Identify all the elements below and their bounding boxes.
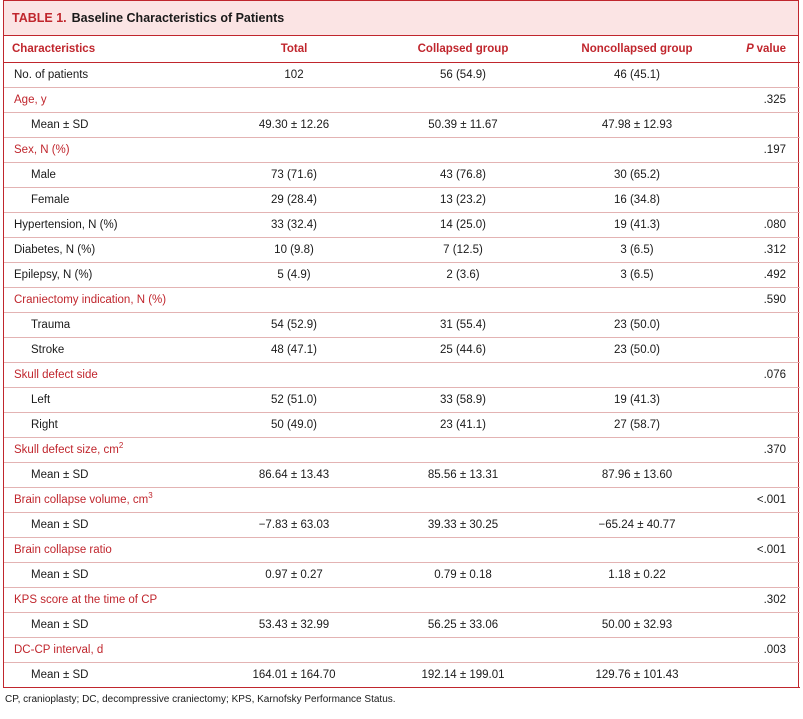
cell-total: 53.43 ± 32.99 — [258, 618, 330, 631]
cell-collapsed: 0.79 ± 0.18 — [434, 568, 492, 581]
row-label — [4, 287, 220, 312]
table-row — [4, 587, 800, 612]
cell-total: 49.30 ± 12.26 — [258, 118, 330, 131]
row-label-text: Epilepsy, N (%) — [14, 268, 93, 281]
table-row — [4, 412, 800, 437]
row-label — [4, 362, 220, 387]
row-label — [4, 187, 220, 212]
table-row — [4, 62, 800, 87]
unit-superscript: 3 — [148, 490, 153, 500]
cell-p-value — [716, 312, 800, 337]
cell-p-value — [716, 337, 800, 362]
cell-collapsed: 31 (55.4) — [439, 318, 487, 331]
cell-p-value: .370 — [763, 443, 786, 456]
row-label — [4, 112, 220, 137]
cell-p-value — [716, 512, 800, 537]
cell-total — [220, 87, 368, 112]
table-row — [4, 262, 800, 287]
cell-p-value — [716, 112, 800, 137]
header-row — [4, 36, 800, 62]
row-label — [4, 237, 220, 262]
cell-p-value: .080 — [763, 218, 786, 231]
cell-collapsed: 56 (54.9) — [439, 68, 487, 81]
cell-noncollapsed: 129.76 ± 101.43 — [595, 668, 679, 681]
table-row — [4, 137, 800, 162]
cell-p-value: .197 — [763, 143, 786, 156]
header-collapsed: Collapsed group — [368, 36, 558, 62]
table-row — [4, 287, 800, 312]
cell-collapsed: 43 (76.8) — [439, 168, 487, 181]
header-p-letter: P — [746, 42, 754, 55]
cell-noncollapsed: 19 (41.3) — [613, 393, 661, 406]
cell-collapsed: 25 (44.6) — [439, 343, 487, 356]
table-row — [4, 437, 800, 462]
cell-noncollapsed: 87.96 ± 13.60 — [601, 468, 673, 481]
cell-p-value: .076 — [763, 368, 786, 381]
cell-noncollapsed: 23 (50.0) — [613, 318, 661, 331]
row-label — [4, 637, 220, 662]
cell-collapsed: 50.39 ± 11.67 — [428, 118, 498, 131]
table-row — [4, 512, 800, 537]
unit-superscript: 2 — [118, 440, 124, 450]
header-noncollapsed: Noncollapsed group — [558, 36, 716, 62]
table-frame — [3, 36, 799, 688]
row-label — [4, 412, 220, 437]
table-row — [4, 87, 800, 112]
cell-total — [220, 137, 368, 162]
row-label-text: Diabetes, N (%) — [14, 243, 96, 256]
cell-p-value: <.001 — [756, 543, 786, 556]
row-label — [4, 437, 220, 462]
cell-collapsed — [368, 362, 558, 387]
cell-total — [220, 287, 368, 312]
row-label-text: DC-CP interval, d — [14, 643, 104, 656]
row-label — [4, 312, 220, 337]
row-label — [4, 487, 220, 512]
row-label-text: Right — [31, 418, 58, 431]
table-row — [4, 312, 800, 337]
header-total: Total — [220, 36, 368, 62]
row-label — [4, 162, 220, 187]
row-label-text: Mean ± SD — [31, 118, 89, 131]
row-label — [4, 562, 220, 587]
row-label-text: Stroke — [31, 343, 65, 356]
cell-collapsed — [368, 587, 558, 612]
cell-noncollapsed — [558, 637, 716, 662]
cell-total: 10 (9.8) — [274, 243, 314, 256]
cell-noncollapsed: 1.18 ± 0.22 — [608, 568, 666, 581]
table-row — [4, 237, 800, 262]
row-label-text: Brain collapse ratio — [14, 543, 112, 556]
row-label-text: KPS score at the time of CP — [14, 593, 158, 606]
table-title-bar — [3, 0, 799, 36]
cell-total — [220, 487, 368, 512]
cell-total: 54 (52.9) — [270, 318, 318, 331]
cell-total — [220, 637, 368, 662]
cell-p-value: .590 — [763, 293, 786, 306]
row-label-text: Left — [31, 393, 51, 406]
row-label — [4, 387, 220, 412]
table-body — [4, 62, 800, 687]
cell-noncollapsed — [558, 537, 716, 562]
table-title: Baseline Characteristics of Patients — [71, 11, 285, 25]
table-row — [4, 162, 800, 187]
cell-p-value: .492 — [763, 268, 786, 281]
row-label — [4, 87, 220, 112]
row-label — [4, 662, 220, 687]
cell-total: 164.01 ± 164.70 — [252, 668, 336, 681]
row-label-text: Mean ± SD — [31, 618, 89, 631]
row-label-text: Skull defect size, cm — [14, 443, 119, 456]
row-label-text: Trauma — [31, 318, 71, 331]
cell-noncollapsed — [558, 487, 716, 512]
cell-total: 102 — [284, 68, 304, 81]
table-footnote: CP, cranioplasty; DC, decompressive craniectomy; KPS, Karnofsky Performance Status. — [5, 693, 396, 705]
table-row — [4, 362, 800, 387]
row-label-text: Hypertension, N (%) — [14, 218, 118, 231]
table-row — [4, 187, 800, 212]
header-characteristics: Characteristics — [4, 36, 220, 62]
cell-noncollapsed — [558, 362, 716, 387]
cell-noncollapsed: 16 (34.8) — [613, 193, 661, 206]
cell-noncollapsed — [558, 87, 716, 112]
cell-total — [220, 537, 368, 562]
cell-p-value: .302 — [763, 593, 786, 606]
cell-collapsed — [368, 637, 558, 662]
cell-collapsed: 23 (41.1) — [439, 418, 487, 431]
row-label-text: Mean ± SD — [31, 668, 89, 681]
cell-collapsed: 85.56 ± 13.31 — [427, 468, 499, 481]
cell-collapsed: 2 (3.6) — [446, 268, 480, 281]
cell-noncollapsed — [558, 137, 716, 162]
cell-noncollapsed: 30 (65.2) — [613, 168, 661, 181]
cell-noncollapsed: 47.98 ± 12.93 — [601, 118, 673, 131]
cell-p-value: <.001 — [756, 493, 786, 506]
cell-noncollapsed: 3 (6.5) — [620, 243, 654, 256]
row-label-text: Sex, N (%) — [14, 143, 70, 156]
cell-p-value — [716, 662, 800, 687]
row-label-text: Age, y — [14, 93, 47, 106]
row-label — [4, 512, 220, 537]
table-row — [4, 112, 800, 137]
cell-p-value — [716, 187, 800, 212]
cell-total — [220, 437, 368, 462]
cell-collapsed: 192.14 ± 199.01 — [421, 668, 505, 681]
row-label-text: Female — [31, 193, 70, 206]
cell-total — [220, 587, 368, 612]
table-row — [4, 662, 800, 687]
row-label — [4, 537, 220, 562]
cell-p-value — [716, 462, 800, 487]
header-p-word: value — [756, 42, 786, 55]
cell-total: 86.64 ± 13.43 — [258, 468, 330, 481]
cell-p-value — [716, 612, 800, 637]
cell-total: 73 (71.6) — [270, 168, 318, 181]
cell-collapsed: 14 (25.0) — [439, 218, 487, 231]
row-label-text: Male — [31, 168, 56, 181]
cell-noncollapsed: 46 (45.1) — [613, 68, 661, 81]
row-label — [4, 612, 220, 637]
cell-collapsed — [368, 437, 558, 462]
row-label — [4, 587, 220, 612]
cell-collapsed — [368, 87, 558, 112]
row-label — [4, 462, 220, 487]
cell-p-value: .312 — [763, 243, 786, 256]
cell-total: 33 (32.4) — [270, 218, 318, 231]
cell-total: 50 (49.0) — [270, 418, 318, 431]
cell-p-value — [716, 412, 800, 437]
characteristics-table — [4, 36, 800, 688]
cell-noncollapsed: 19 (41.3) — [613, 218, 661, 231]
table-row — [4, 537, 800, 562]
cell-collapsed: 13 (23.2) — [439, 193, 487, 206]
row-label — [4, 337, 220, 362]
cell-total: 5 (4.9) — [277, 268, 311, 281]
cell-collapsed: 56.25 ± 33.06 — [427, 618, 499, 631]
row-label-text: Mean ± SD — [31, 468, 89, 481]
cell-collapsed — [368, 137, 558, 162]
row-label — [4, 137, 220, 162]
cell-p-value — [716, 162, 800, 187]
cell-total: 48 (47.1) — [270, 343, 318, 356]
row-label-text: Mean ± SD — [31, 568, 89, 581]
cell-p-value: .003 — [763, 643, 786, 656]
row-label-text: Mean ± SD — [31, 518, 89, 531]
cell-noncollapsed — [558, 437, 716, 462]
cell-total: 29 (28.4) — [270, 193, 318, 206]
cell-p-value: .325 — [763, 93, 786, 106]
table-row — [4, 487, 800, 512]
cell-noncollapsed: 3 (6.5) — [620, 268, 654, 281]
row-label — [4, 212, 220, 237]
row-label-text: Skull defect side — [14, 368, 98, 381]
table-row — [4, 337, 800, 362]
cell-collapsed — [368, 537, 558, 562]
cell-p-value — [716, 62, 800, 87]
header-p-value — [716, 36, 800, 62]
table-container — [3, 0, 799, 705]
row-label-text: No. of patients — [14, 68, 89, 81]
cell-noncollapsed: −65.24 ± 40.77 — [598, 518, 676, 531]
cell-p-value — [716, 562, 800, 587]
row-label — [4, 262, 220, 287]
cell-collapsed: 39.33 ± 30.25 — [427, 518, 499, 531]
table-row — [4, 387, 800, 412]
table-number: TABLE 1. — [12, 11, 67, 25]
cell-collapsed — [368, 287, 558, 312]
cell-noncollapsed: 50.00 ± 32.93 — [601, 618, 673, 631]
cell-p-value — [716, 387, 800, 412]
row-label-text: Brain collapse volume, cm — [14, 493, 149, 506]
cell-noncollapsed — [558, 287, 716, 312]
cell-collapsed: 7 (12.5) — [443, 243, 483, 256]
cell-total: 52 (51.0) — [270, 393, 318, 406]
table-row — [4, 212, 800, 237]
row-label-text: Craniectomy indication, N (%) — [14, 293, 167, 306]
table-row — [4, 462, 800, 487]
cell-noncollapsed — [558, 587, 716, 612]
table-row — [4, 612, 800, 637]
cell-total: 0.97 ± 0.27 — [265, 568, 323, 581]
cell-collapsed — [368, 487, 558, 512]
cell-total — [220, 362, 368, 387]
cell-noncollapsed: 27 (58.7) — [613, 418, 661, 431]
row-label — [4, 62, 220, 87]
table-row — [4, 562, 800, 587]
cell-total: −7.83 ± 63.03 — [258, 518, 330, 531]
cell-collapsed: 33 (58.9) — [439, 393, 487, 406]
table-row — [4, 637, 800, 662]
cell-noncollapsed: 23 (50.0) — [613, 343, 661, 356]
